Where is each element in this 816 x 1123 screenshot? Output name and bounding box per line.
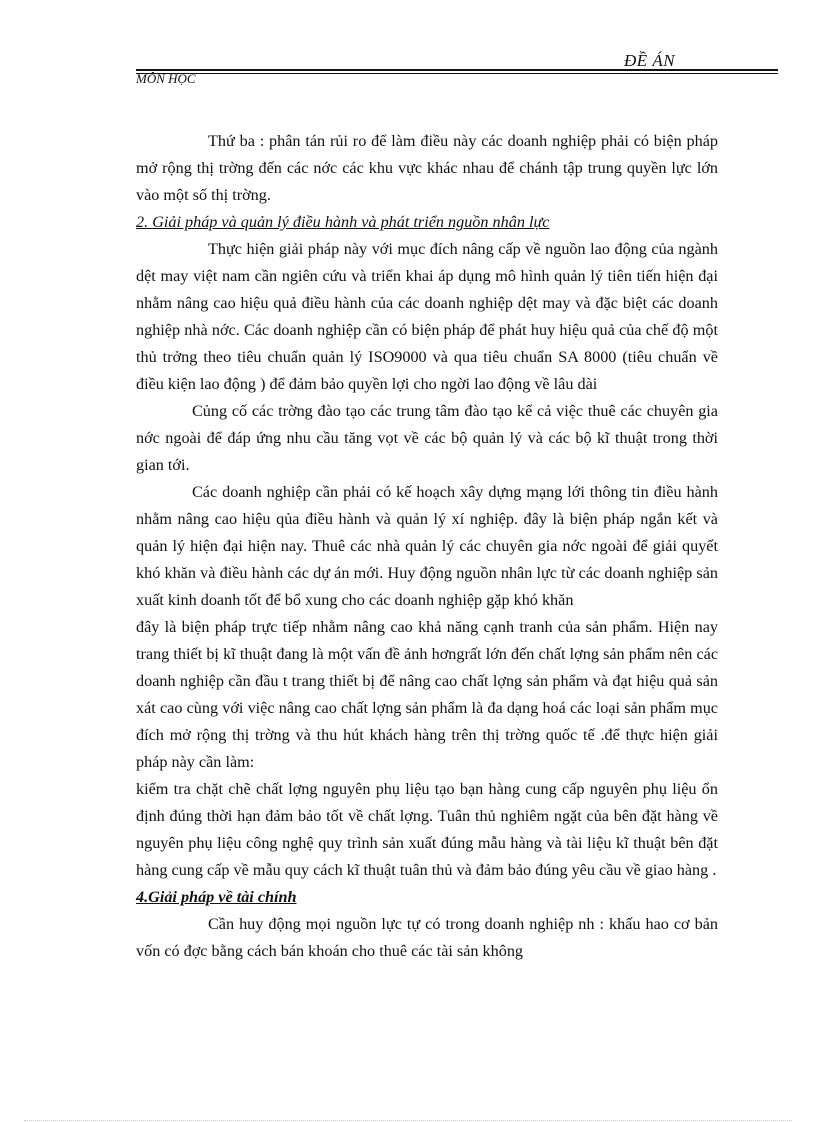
section-heading-4: 4.Giải pháp về tài chính — [136, 888, 297, 906]
header-title-right: ĐỀ ÁN — [624, 51, 676, 70]
document-body — [136, 128, 718, 965]
section-heading-2: 2. Giải pháp và quản lý điều hành và phát triển nguồn nhân lực — [136, 213, 550, 231]
header-title-left: MÔN HỌC — [136, 71, 196, 86]
paragraph-network: Các doanh nghiệp cần phải có kế hoạch xây dựng mạng lới thông tin điều hành nhằm nâng cao hiệu qủa điều hành và quản lý xí nghiệp. đây là biện pháp ngắn kết và quản lý hiện đại hiện nay. Thuê các nhà quản lý các chuyên gia nớc ngoài để giải quyết khó khăn và điều hành các dự án mới. Huy động nguồn nhân lực từ các doanh nghiệp sản xuất kinh doanh tốt để bổ xung cho các doanh nghiệp gặp khó khăn — [136, 483, 718, 609]
paragraph-competitiveness: đây là biện pháp trực tiếp nhằm nâng cao khả năng cạnh tranh của sản phẩm. Hiện nay trang thiết bị kĩ thuật đang là một vấn đề ảnh hơngrất lớn đến chất lợng sản phẩm nên các doanh nghiệp cần đầu t trang thiết bị để nâng cao chất lợng sản phẩm và đạt hiệu quả sản xát cao cùng với việc nâng cao chất lợng sản phẩm là đa dạng hoá các loại sản phẩm mục đích mở rộng thị trờng và thu hút khách hàng trên thị trờng quốc tế .để thực hiện giải pháp này cần làm: — [136, 618, 718, 771]
header-rule-thin — [136, 73, 778, 74]
paragraph-finance: Cần huy động mọi nguồn lực tự có trong doanh nghiệp nh : khấu hao cơ bản vốn có đợc bằng cách bán khoán cho thuê các tài sản không — [136, 915, 718, 960]
paragraph-quality-control: kiểm tra chặt chẽ chất lợng nguyên phụ liệu tạo bạn hàng cung cấp nguyên phụ liệu ổn định đúng thời hạn đảm bảo tốt về chất lợng. Tuân thủ nghiêm ngặt của bên đặt hàng về nguyên phụ liệu công nghệ quy trình sản xuất đúng mẫu hàng và tài liệu kĩ thuật bên đặt hàng cung cấp về mẫu quy cách kĩ thuật tuân thủ và đảm bảo đúng yêu cầu về giao hàng . — [136, 780, 718, 879]
page-bottom-border — [24, 1120, 792, 1121]
paragraph-training: Củng cố các trờng đào tạo các trung tâm đào tạo kể cả việc thuê các chuyên gia nớc ngoài để đáp ứng nhu cầu tăng vọt về các bộ quản lý và các bộ kĩ thuật trong thời gian tới. — [136, 402, 718, 474]
paragraph-hr-solution: Thực hiện giải pháp này với mục đích nâng cấp về nguồn lao động của ngành dệt may việt nam cần ngiên cứu và triển khai áp dụng mô hình quản lý tiên tiến hiện đại nhằm nâng cao hiệu quả điều hành của các doanh nghiệp dệt may và đặc biệt các doanh nghiệp nhà nớc. Các doanh nghiệp cần có biện pháp để phát huy hiệu quả của chế độ một thủ trởng theo tiêu chuẩn quản lý ISO9000 và qua tiêu chuẩn SA 8000 (tiêu chuẩn về điều kiện lao động ) để đảm bảo quyền lợi cho ngời lao động về lâu dài — [136, 240, 718, 393]
header-rule-thick — [136, 69, 778, 71]
paragraph-risk: Thứ ba : phân tán rủi ro để làm điều này các doanh nghiệp phải có biện pháp mở rộng thị trờng đến các nớc các khu vực khác nhau để chánh tập trung quyền lực lớn vào một số thị trờng. — [136, 132, 718, 204]
